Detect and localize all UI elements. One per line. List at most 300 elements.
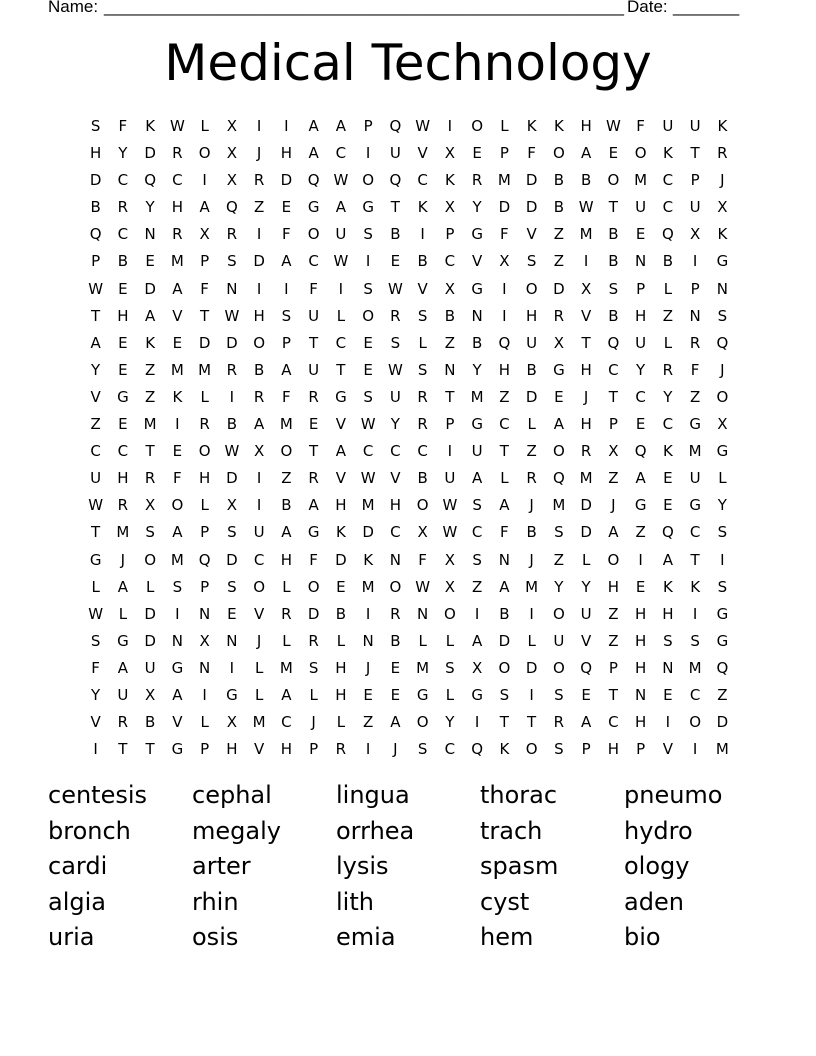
grid-letter[interactable]: F xyxy=(282,225,291,244)
grid-letter[interactable]: R xyxy=(253,387,265,406)
grid-letter[interactable]: G xyxy=(716,631,729,650)
grid-letter[interactable]: M xyxy=(688,442,702,461)
grid-letter[interactable]: I xyxy=(502,279,507,298)
grid-letter[interactable]: C xyxy=(417,171,428,190)
grid-letter[interactable]: S xyxy=(663,631,673,650)
grid-letter[interactable]: X xyxy=(717,415,728,434)
grid-letter[interactable]: G xyxy=(117,387,129,406)
grid-letter[interactable]: H xyxy=(634,306,647,325)
grid-letter[interactable]: B xyxy=(526,523,537,542)
grid-letter[interactable]: K xyxy=(662,577,673,596)
grid-letter[interactable]: O xyxy=(552,144,565,163)
grid-letter[interactable]: S xyxy=(227,577,237,596)
grid-letter[interactable]: C xyxy=(662,415,674,434)
grid-letter[interactable]: A xyxy=(635,469,646,488)
grid-letter[interactable]: K xyxy=(717,117,728,135)
grid-letter[interactable]: H xyxy=(580,360,592,379)
grid-letter[interactable]: D xyxy=(307,604,320,623)
grid-letter[interactable]: B xyxy=(471,333,483,352)
grid-letter[interactable]: F xyxy=(418,550,427,569)
grid-letter[interactable]: O xyxy=(198,442,211,461)
grid-letter[interactable]: A xyxy=(172,685,183,704)
grid-letter[interactable]: J xyxy=(256,144,262,163)
grid-letter[interactable]: A xyxy=(390,713,401,732)
grid-letter[interactable]: V xyxy=(335,469,346,488)
grid-letter[interactable]: R xyxy=(308,469,319,488)
grid-letter[interactable]: L xyxy=(336,631,346,650)
grid-letter[interactable]: T xyxy=(581,333,591,352)
grid-letter[interactable]: H xyxy=(117,306,129,325)
grid-letter[interactable]: I xyxy=(256,279,262,298)
grid-letter[interactable]: K xyxy=(145,333,156,352)
grid-letter[interactable]: X xyxy=(444,279,456,298)
grid-letter[interactable]: V xyxy=(390,469,401,488)
grid-letter[interactable]: B xyxy=(608,306,619,325)
grid-letter[interactable]: S xyxy=(690,631,700,650)
grid-letter[interactable]: S xyxy=(281,306,292,325)
grid-letter[interactable]: O xyxy=(552,604,565,623)
grid-letter[interactable]: I xyxy=(229,658,235,677)
grid-letter[interactable]: N xyxy=(226,631,238,650)
grid-letter[interactable]: N xyxy=(417,604,429,623)
grid-letter[interactable]: S xyxy=(417,740,428,759)
grid-letter[interactable]: R xyxy=(199,415,210,434)
grid-letter[interactable]: J xyxy=(720,360,725,379)
grid-letter[interactable]: R xyxy=(335,740,347,759)
grid-letter[interactable]: Z xyxy=(499,387,510,406)
grid-letter[interactable]: I xyxy=(474,604,480,623)
grid-letter[interactable]: L xyxy=(527,631,536,650)
grid-letter[interactable]: L xyxy=(527,415,536,434)
grid-letter[interactable]: N xyxy=(144,225,156,244)
grid-letter[interactable]: C xyxy=(253,550,265,569)
grid-letter[interactable]: L xyxy=(200,387,209,406)
grid-letter[interactable]: C xyxy=(117,171,129,190)
grid-letter[interactable]: N xyxy=(689,306,701,325)
grid-letter[interactable]: A xyxy=(281,523,292,542)
grid-letter[interactable]: X xyxy=(444,550,456,569)
grid-letter[interactable]: U xyxy=(471,442,483,461)
grid-letter[interactable]: N xyxy=(635,685,647,704)
grid-letter[interactable]: W xyxy=(415,117,431,135)
grid-letter[interactable]: P xyxy=(91,252,101,271)
grid-letter[interactable]: E xyxy=(118,415,128,434)
grid-letter[interactable]: Z xyxy=(717,685,728,704)
grid-letter[interactable]: D xyxy=(525,198,538,217)
grid-letter[interactable]: I xyxy=(202,171,207,190)
grid-letter[interactable]: C xyxy=(390,442,401,461)
grid-letter[interactable]: L xyxy=(200,496,209,515)
grid-letter[interactable]: E xyxy=(663,469,673,488)
grid-letter[interactable]: I xyxy=(365,740,371,759)
grid-letter[interactable]: M xyxy=(116,523,130,542)
grid-letter[interactable]: M xyxy=(634,171,648,190)
grid-letter[interactable]: J xyxy=(720,171,725,190)
grid-letter[interactable]: D xyxy=(525,387,538,406)
grid-letter[interactable]: F xyxy=(118,117,128,135)
grid-letter[interactable]: B xyxy=(526,360,537,379)
grid-letter[interactable]: F xyxy=(282,387,291,406)
grid-letter[interactable]: C xyxy=(608,713,619,732)
grid-letter[interactable]: K xyxy=(335,523,346,542)
grid-letter[interactable]: L xyxy=(91,577,100,596)
grid-letter[interactable]: P xyxy=(200,252,210,271)
grid-letter[interactable]: G xyxy=(117,631,129,650)
grid-letter[interactable]: C xyxy=(117,442,129,461)
grid-letter[interactable]: D xyxy=(335,550,347,569)
grid-letter[interactable]: X xyxy=(417,523,428,542)
grid-letter[interactable]: R xyxy=(117,496,129,515)
grid-letter[interactable]: G xyxy=(471,279,483,298)
grid-letter[interactable]: C xyxy=(444,740,456,759)
grid-letter[interactable]: B xyxy=(281,496,292,515)
grid-letter[interactable]: T xyxy=(309,442,319,461)
grid-letter[interactable]: N xyxy=(662,658,674,677)
grid-letter[interactable]: L xyxy=(445,685,455,704)
grid-letter[interactable]: A xyxy=(90,333,101,352)
grid-letter[interactable]: X xyxy=(553,333,565,352)
grid-letter[interactable]: P xyxy=(608,415,618,434)
grid-letter[interactable]: O xyxy=(198,144,211,163)
grid-letter[interactable]: A xyxy=(144,306,156,325)
grid-letter[interactable]: M xyxy=(170,252,184,271)
grid-letter[interactable]: A xyxy=(499,577,510,596)
grid-letter[interactable]: K xyxy=(662,144,673,163)
grid-letter[interactable]: M xyxy=(361,577,375,596)
grid-letter[interactable]: O xyxy=(362,171,375,190)
grid-letter[interactable]: G xyxy=(716,252,729,271)
grid-letter[interactable]: Z xyxy=(635,523,646,542)
grid-letter[interactable]: K xyxy=(662,442,673,461)
grid-letter[interactable]: Q xyxy=(225,198,238,217)
grid-letter[interactable]: M xyxy=(252,713,266,732)
grid-letter[interactable]: I xyxy=(447,442,453,461)
grid-letter[interactable]: Y xyxy=(472,198,482,217)
grid-letter[interactable]: I xyxy=(692,252,698,271)
grid-letter[interactable]: T xyxy=(145,442,155,461)
grid-letter[interactable]: E xyxy=(635,225,646,244)
grid-letter[interactable]: U xyxy=(90,469,102,488)
grid-letter[interactable]: S xyxy=(472,496,482,515)
grid-letter[interactable]: D xyxy=(144,631,156,650)
grid-letter[interactable]: V xyxy=(90,713,101,732)
grid-letter[interactable]: G xyxy=(226,685,238,704)
grid-letter[interactable]: A xyxy=(580,713,592,732)
grid-letter[interactable]: F xyxy=(200,279,209,298)
grid-letter[interactable]: S xyxy=(554,685,564,704)
grid-letter[interactable]: V xyxy=(253,740,265,759)
grid-letter[interactable]: E xyxy=(608,144,619,163)
grid-letter[interactable]: S xyxy=(554,740,564,759)
grid-letter[interactable]: L xyxy=(663,333,673,352)
grid-letter[interactable]: R xyxy=(689,333,701,352)
grid-letter[interactable]: E xyxy=(363,360,373,379)
grid-letter[interactable]: W xyxy=(333,171,349,190)
grid-letter[interactable]: G xyxy=(89,550,102,569)
grid-letter[interactable]: N xyxy=(199,658,211,677)
grid-letter[interactable]: R xyxy=(417,387,428,406)
grid-letter[interactable]: G xyxy=(362,198,374,217)
grid-letter[interactable]: L xyxy=(118,604,128,623)
grid-letter[interactable]: R xyxy=(281,604,292,623)
grid-letter[interactable]: G xyxy=(689,496,701,515)
grid-letter[interactable]: S xyxy=(172,577,183,596)
grid-letter[interactable]: G xyxy=(689,415,701,434)
grid-letter[interactable]: P xyxy=(690,279,700,298)
grid-letter[interactable]: S xyxy=(90,117,101,135)
grid-letter[interactable]: I xyxy=(474,713,480,732)
grid-letter[interactable]: R xyxy=(717,144,728,163)
grid-letter[interactable]: T xyxy=(527,713,537,732)
grid-letter[interactable]: Z xyxy=(526,442,537,461)
grid-letter[interactable]: G xyxy=(307,523,320,542)
grid-letter[interactable]: W xyxy=(333,252,349,271)
grid-letter[interactable]: G xyxy=(471,415,483,434)
grid-letter[interactable]: D xyxy=(253,252,265,271)
grid-letter[interactable]: P xyxy=(690,171,700,190)
grid-letter[interactable]: S xyxy=(363,279,373,298)
grid-letter[interactable]: Z xyxy=(362,713,374,732)
grid-letter[interactable]: R xyxy=(117,713,129,732)
grid-letter[interactable]: Q xyxy=(144,171,157,190)
grid-letter[interactable]: O xyxy=(362,306,375,325)
grid-letter[interactable]: A xyxy=(553,415,564,434)
grid-letter[interactable]: W xyxy=(169,117,185,135)
grid-letter[interactable]: A xyxy=(253,415,265,434)
grid-letter[interactable]: U xyxy=(553,631,565,650)
grid-letter[interactable]: R xyxy=(553,306,565,325)
grid-letter[interactable]: B xyxy=(90,198,101,217)
grid-letter[interactable]: R xyxy=(662,360,674,379)
grid-letter[interactable]: P xyxy=(608,658,618,677)
grid-letter[interactable]: R xyxy=(308,387,319,406)
grid-letter[interactable]: B xyxy=(117,252,129,271)
grid-letter[interactable]: I xyxy=(365,252,371,271)
grid-letter[interactable]: H xyxy=(525,306,538,325)
grid-letter[interactable]: W xyxy=(360,415,376,434)
grid-letter[interactable]: H xyxy=(117,469,129,488)
grid-letter[interactable]: I xyxy=(93,740,98,759)
grid-letter[interactable]: X xyxy=(444,144,456,163)
grid-letter[interactable]: G xyxy=(471,685,483,704)
grid-letter[interactable]: H xyxy=(226,740,238,759)
grid-letter[interactable]: B xyxy=(580,171,592,190)
grid-letter[interactable]: C xyxy=(90,442,101,461)
grid-letter[interactable]: E xyxy=(118,333,128,352)
grid-letter[interactable]: X xyxy=(608,442,619,461)
grid-letter[interactable]: X xyxy=(199,631,210,650)
grid-letter[interactable]: S xyxy=(417,306,428,325)
grid-letter[interactable]: H xyxy=(634,631,647,650)
grid-letter[interactable]: S xyxy=(499,685,510,704)
grid-letter[interactable]: H xyxy=(89,144,102,163)
grid-letter[interactable]: M xyxy=(525,577,539,596)
grid-letter[interactable]: I xyxy=(284,117,289,135)
grid-letter[interactable]: N xyxy=(635,252,647,271)
grid-letter[interactable]: C xyxy=(308,252,319,271)
grid-letter[interactable]: A xyxy=(281,360,292,379)
grid-letter[interactable]: I xyxy=(256,117,262,135)
grid-letter[interactable]: D xyxy=(716,713,729,732)
grid-letter[interactable]: E xyxy=(172,442,183,461)
grid-letter[interactable]: D xyxy=(226,550,238,569)
grid-letter[interactable]: B xyxy=(608,225,619,244)
grid-letter[interactable]: K xyxy=(553,117,564,135)
grid-letter[interactable]: G xyxy=(307,198,320,217)
grid-letter[interactable]: O xyxy=(471,117,484,135)
grid-letter[interactable]: R xyxy=(117,198,129,217)
grid-letter[interactable]: R xyxy=(226,360,238,379)
grid-letter[interactable]: X xyxy=(444,577,456,596)
grid-letter[interactable]: L xyxy=(282,631,291,650)
grid-letter[interactable]: Z xyxy=(608,469,619,488)
grid-letter[interactable]: O xyxy=(171,496,184,515)
grid-letter[interactable]: P xyxy=(581,740,591,759)
grid-letter[interactable]: W xyxy=(360,469,376,488)
grid-letter[interactable]: B xyxy=(253,360,265,379)
grid-letter[interactable]: A xyxy=(580,144,592,163)
grid-letter[interactable]: C xyxy=(390,523,401,542)
grid-letter[interactable]: A xyxy=(199,198,210,217)
grid-letter[interactable]: D xyxy=(362,523,374,542)
grid-letter[interactable]: A xyxy=(471,469,483,488)
grid-letter[interactable]: D xyxy=(226,333,238,352)
grid-letter[interactable]: D xyxy=(198,333,211,352)
grid-letter[interactable]: S xyxy=(90,631,101,650)
grid-letter[interactable]: V xyxy=(580,631,592,650)
grid-letter[interactable]: Z xyxy=(608,631,619,650)
grid-letter[interactable]: Q xyxy=(661,225,674,244)
grid-letter[interactable]: F xyxy=(527,144,536,163)
grid-letter[interactable]: V xyxy=(580,306,592,325)
grid-letter[interactable]: T xyxy=(690,144,700,163)
grid-letter[interactable]: H xyxy=(634,713,647,732)
grid-letter[interactable]: L xyxy=(145,577,155,596)
grid-letter[interactable]: K xyxy=(363,550,374,569)
grid-letter[interactable]: I xyxy=(665,713,671,732)
grid-letter[interactable]: Q xyxy=(580,658,593,677)
grid-letter[interactable]: E xyxy=(363,333,373,352)
grid-letter[interactable]: S xyxy=(717,523,728,542)
grid-letter[interactable]: D xyxy=(525,171,538,190)
grid-letter[interactable]: P xyxy=(363,117,373,135)
grid-letter[interactable]: E xyxy=(581,685,591,704)
grid-letter[interactable]: A xyxy=(662,550,673,569)
grid-letter[interactable]: O xyxy=(307,577,320,596)
grid-letter[interactable]: C xyxy=(471,523,483,542)
grid-letter[interactable]: T xyxy=(608,685,618,704)
grid-letter[interactable]: E xyxy=(118,360,128,379)
grid-letter[interactable]: C xyxy=(662,198,674,217)
grid-letter[interactable]: X xyxy=(689,225,701,244)
grid-letter[interactable]: U xyxy=(308,360,320,379)
grid-letter[interactable]: L xyxy=(500,469,509,488)
grid-letter[interactable]: P xyxy=(200,577,210,596)
grid-letter[interactable]: Z xyxy=(144,360,156,379)
grid-letter[interactable]: E xyxy=(172,333,183,352)
grid-letter[interactable]: E xyxy=(390,658,401,677)
grid-letter[interactable]: B xyxy=(390,225,401,244)
grid-letter[interactable]: Q xyxy=(471,740,484,759)
grid-letter[interactable]: M xyxy=(170,550,184,569)
grid-letter[interactable]: C xyxy=(689,685,701,704)
grid-letter[interactable]: A xyxy=(471,631,483,650)
name-field-line[interactable]: _______________________________________________________ xyxy=(104,0,625,16)
grid-letter[interactable]: O xyxy=(498,658,511,677)
grid-letter[interactable]: Q xyxy=(661,523,674,542)
grid-letter[interactable]: E xyxy=(663,685,673,704)
grid-letter[interactable]: B xyxy=(553,171,565,190)
grid-letter[interactable]: V xyxy=(417,279,428,298)
grid-letter[interactable]: U xyxy=(635,333,647,352)
grid-letter[interactable]: R xyxy=(253,171,265,190)
grid-letter[interactable]: L xyxy=(418,631,427,650)
grid-letter[interactable]: Y xyxy=(390,415,400,434)
grid-letter[interactable]: I xyxy=(338,279,344,298)
grid-letter[interactable]: P xyxy=(200,740,210,759)
grid-letter[interactable]: U xyxy=(662,117,674,135)
grid-letter[interactable]: B xyxy=(662,252,674,271)
grid-letter[interactable]: Z xyxy=(553,252,565,271)
grid-letter[interactable]: V xyxy=(172,713,183,732)
grid-letter[interactable]: O xyxy=(525,279,538,298)
grid-letter[interactable]: X xyxy=(199,225,210,244)
grid-letter[interactable]: B xyxy=(444,306,456,325)
grid-letter[interactable]: U xyxy=(144,658,156,677)
grid-letter[interactable]: G xyxy=(171,740,184,759)
grid-letter[interactable]: D xyxy=(226,469,238,488)
grid-letter[interactable]: D xyxy=(144,279,156,298)
grid-letter[interactable]: W xyxy=(88,496,104,515)
grid-letter[interactable]: W xyxy=(442,523,458,542)
grid-letter[interactable]: J xyxy=(611,496,616,515)
grid-letter[interactable]: F xyxy=(309,279,318,298)
grid-letter[interactable]: R xyxy=(553,713,565,732)
grid-letter[interactable]: U xyxy=(308,306,320,325)
grid-letter[interactable]: P xyxy=(445,225,455,244)
grid-letter[interactable]: D xyxy=(553,279,565,298)
grid-letter[interactable]: W xyxy=(605,117,621,135)
grid-letter[interactable]: M xyxy=(715,740,729,759)
grid-letter[interactable]: I xyxy=(256,496,262,515)
grid-letter[interactable]: J xyxy=(365,658,371,677)
grid-letter[interactable]: Z xyxy=(90,415,101,434)
grid-letter[interactable]: S xyxy=(717,577,728,596)
grid-letter[interactable]: E xyxy=(118,279,128,298)
grid-letter[interactable]: B xyxy=(608,252,619,271)
grid-letter[interactable]: Q xyxy=(607,333,620,352)
grid-letter[interactable]: H xyxy=(634,658,647,677)
grid-letter[interactable]: U xyxy=(389,144,401,163)
grid-letter[interactable]: V xyxy=(335,415,346,434)
grid-letter[interactable]: T xyxy=(91,306,101,325)
grid-letter[interactable]: T xyxy=(336,360,346,379)
grid-letter[interactable]: Y xyxy=(636,360,646,379)
grid-letter[interactable]: T xyxy=(200,306,210,325)
grid-letter[interactable]: Q xyxy=(307,171,320,190)
grid-letter[interactable]: V xyxy=(471,252,483,271)
grid-letter[interactable]: Q xyxy=(716,658,729,677)
grid-letter[interactable]: C xyxy=(172,171,183,190)
grid-letter[interactable]: Q xyxy=(389,171,402,190)
grid-letter[interactable]: Q xyxy=(198,550,211,569)
grid-letter[interactable]: Z xyxy=(689,387,701,406)
grid-letter[interactable]: X xyxy=(444,198,456,217)
grid-letter[interactable]: E xyxy=(227,604,237,623)
grid-letter[interactable]: L xyxy=(254,685,264,704)
grid-letter[interactable]: I xyxy=(529,604,534,623)
grid-letter[interactable]: O xyxy=(689,713,702,732)
